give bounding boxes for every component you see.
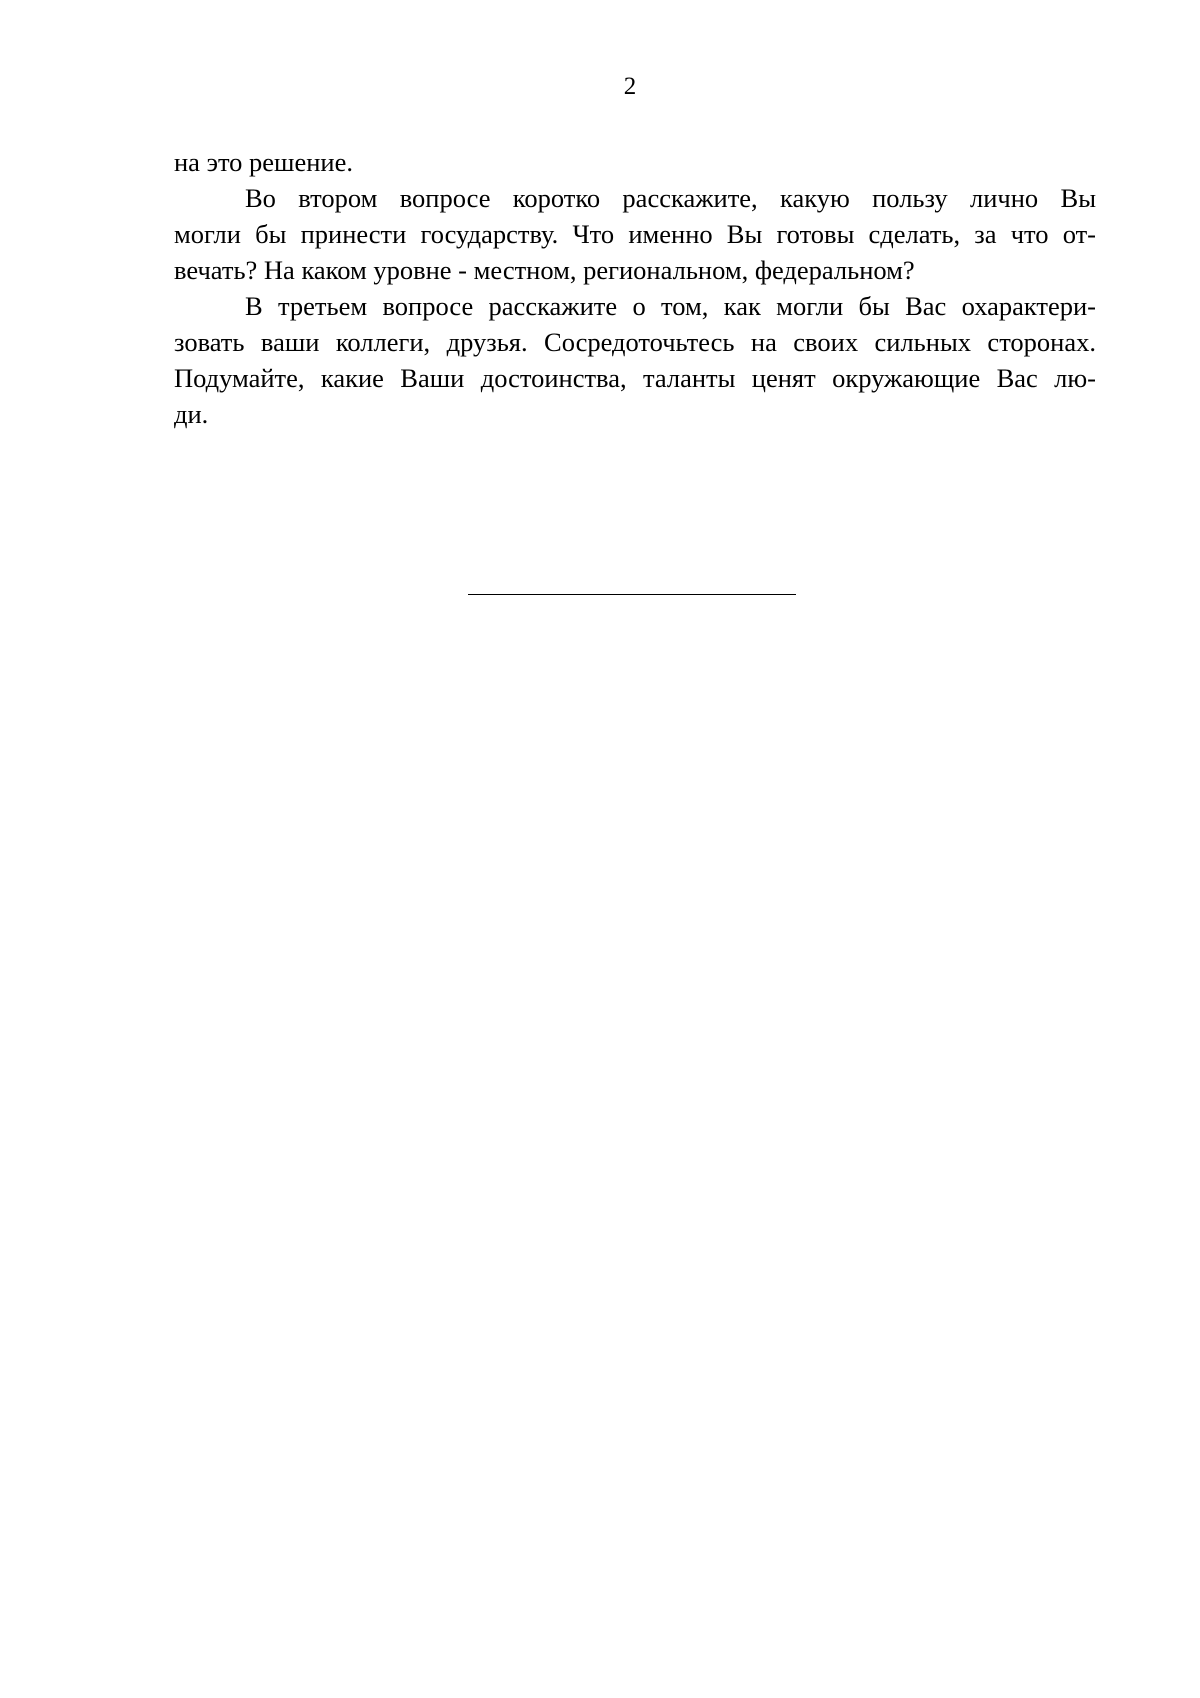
text-line: на это решение. [174,147,353,177]
text-line: вечать? На каком уровне - местном, региональном, федеральном? [174,255,915,285]
end-of-document-rule [468,594,796,595]
text-line: могли бы принести государству. Что именно Вы готовы сделать, за что от- [174,219,1096,249]
document-body [174,144,1096,432]
page-number: 2 [623,73,637,100]
text-line: ди. [174,399,209,429]
text-line: Подумайте, какие Ваши достоинства, таланты ценят окружающие Вас лю- [174,363,1096,393]
text-line: зовать ваши коллеги, друзья. Сосредоточьтесь на своих сильных сторонах. [174,327,1096,357]
text-line: Во втором вопросе коротко расскажите, какую пользу лично Вы [245,183,1096,213]
text-line: В третьем вопросе расскажите о том, как могли бы Вас охарактери- [245,291,1096,321]
